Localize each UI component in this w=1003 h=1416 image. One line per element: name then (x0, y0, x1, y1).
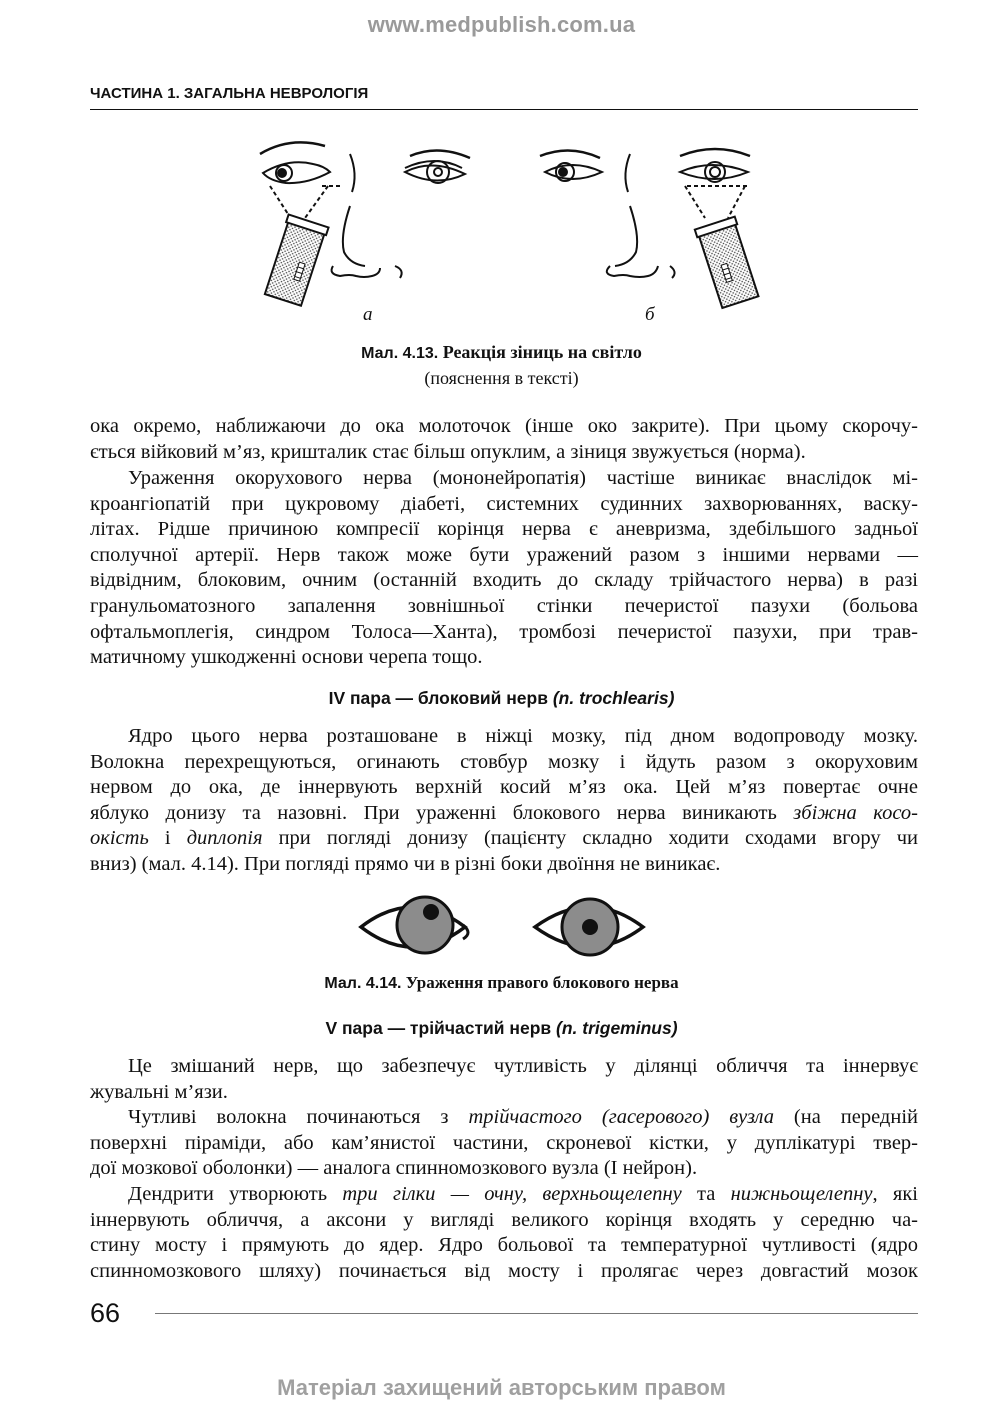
running-head: ЧАСТИНА 1. ЗАГАЛЬНА НЕВРОЛОГІЯ (90, 85, 369, 102)
text-line: кроангіопатій при цукровому діабеті, системних судинних захворюваннях, васку- (90, 492, 918, 515)
italic-term: окість (90, 827, 149, 850)
text-line: жувальні м’язи. (90, 1080, 228, 1103)
paragraph (90, 1054, 918, 1105)
panel-a-label: а (363, 304, 373, 325)
italic-term: збіжна косо- (793, 801, 918, 824)
figure-4-14-caption (0, 973, 1003, 993)
text-run: (на передній (773, 1106, 918, 1128)
caption-title: Реакція зіниць на світло (442, 342, 642, 362)
paragraph (90, 1105, 918, 1182)
text-line (90, 1182, 918, 1208)
heading-text: IV пара — блоковий нерв (328, 688, 553, 708)
text-line: стину мосту і прямують до ядер. Ядро больової та температурної чутливості (ядро (90, 1234, 918, 1257)
text-run: та (681, 1183, 731, 1205)
heading-latin: (n. trigeminus) (556, 1018, 678, 1038)
italic-term: диплопія (186, 827, 263, 850)
copyright-notice: Матеріал захищений авторським правом (277, 1375, 726, 1400)
caption-number: Мал. 4.13. (361, 345, 439, 362)
text-line: вниз) (мал. 4.14). При погляді прямо чи в різні боки двоїння не виникає. (90, 852, 721, 875)
footer-rule (155, 1313, 918, 1314)
italic-term: нижньощелепну (730, 1183, 873, 1205)
panel-a (260, 142, 470, 306)
heading-text: V пара — трійчастий нерв (325, 1018, 557, 1038)
page-number: 66 (90, 1298, 121, 1328)
text-run: і (148, 827, 187, 850)
section-heading-v (0, 1018, 1003, 1039)
left-eye-normal (535, 899, 643, 955)
text-run: Дендрити утворюють (128, 1183, 343, 1205)
text-run: , які (872, 1183, 918, 1205)
section-heading-iv (0, 688, 1003, 709)
text-line: матичному ушкодженні основи черепа тощо. (90, 646, 483, 669)
text-line: офтальмоплегія, синдром Толоса—Ханта), тромбозі печеристої пазухи, при трав- (90, 620, 918, 643)
text-line (90, 1105, 918, 1131)
site-url: www.medpublish.com.ua (367, 12, 636, 37)
text-line: сполучної артерії. Нерв також може бути уражений разом з іншими нервами — (90, 543, 918, 566)
text-line: поверхні піраміди, або кам’янистої частини, скроневої кістки, у дуплікатурі твер- (90, 1131, 918, 1154)
text-line (90, 801, 918, 827)
text-line: Ураження окорухового нерва (мононейропатія) частіше виникає внаслідок мі- (128, 467, 918, 489)
text-line (90, 826, 918, 852)
panel-b-label: б (645, 304, 655, 325)
text-line: дої мозкової оболонки) — аналога спинномозкового вузла (І нейрон). (90, 1157, 698, 1180)
text-line: відвідним, блоковим, очним (останній входить до складу трійчастого нерва) в разі (90, 569, 918, 592)
text-line: літах. Рідше причиною компресії корінця нерва є аневризма, здебільшого задньої (90, 518, 918, 541)
figure-4-13-caption (0, 340, 1003, 390)
paragraph (90, 466, 918, 671)
text-line: Це змішаний нерв, що забезпечує чутливість у ділянці обличчя та іннервує (128, 1055, 918, 1077)
text-run: яблуко донизу та назовні. При ураженні блокового нерва виникають (90, 801, 794, 824)
header-rule (90, 109, 918, 110)
caption-title: Ураження правого блокового нерва (405, 973, 679, 992)
text-line: Волокна перехрещуються, огинають стовбур мозку і йдуть разом з окоруховим (90, 750, 918, 773)
text-line: гранульоматозного запалення зовнішньої стінки печеристої пазухи (больова (90, 594, 918, 617)
italic-term: трійчастого (гасерового) вузла (468, 1106, 774, 1128)
italic-term: три гілки — очну, верхньощелепну (342, 1183, 682, 1205)
caption-number: Мал. 4.14. (324, 975, 402, 992)
text-line: спинномозкового шляху) починається від мосту і пролягає через довгастий мозок (90, 1259, 918, 1282)
right-eye-deviated (361, 897, 468, 953)
text-run: Чутливі волокна починаються з (128, 1106, 469, 1128)
panel-b (540, 149, 760, 309)
caption-note: (пояснення в тексті) (424, 368, 579, 388)
paragraph (90, 724, 918, 878)
text-line: ока окремо, наближаючи до ока молоточок (інше око закрите). При цьому скорочу- (90, 415, 918, 437)
figure-trochlear-nerve-eyes (355, 893, 655, 965)
paragraph (90, 1182, 918, 1284)
figure-pupil-light-reaction (200, 126, 800, 336)
text-line: нервом до ока, де іннервують верхній косий м’яз ока. Цей м’яз повертає очне (90, 776, 918, 799)
heading-latin: (n. trochlearis) (552, 688, 675, 708)
paragraph (90, 414, 918, 465)
text-line: іннервують обличчя, а аксони у вигляді великого корінця входять у середню ча- (90, 1208, 918, 1231)
text-line: ється війковий м’яз, кришталик стає більш опуклим, а зіниця звужується (норма). (90, 440, 806, 463)
text-line: Ядро цього нерва розташоване в ніжці мозку, під дном водопроводу мозку. (128, 725, 918, 747)
text-run: при погляді донизу (пацієнту складно ходити сходами вгору чи (262, 827, 919, 850)
